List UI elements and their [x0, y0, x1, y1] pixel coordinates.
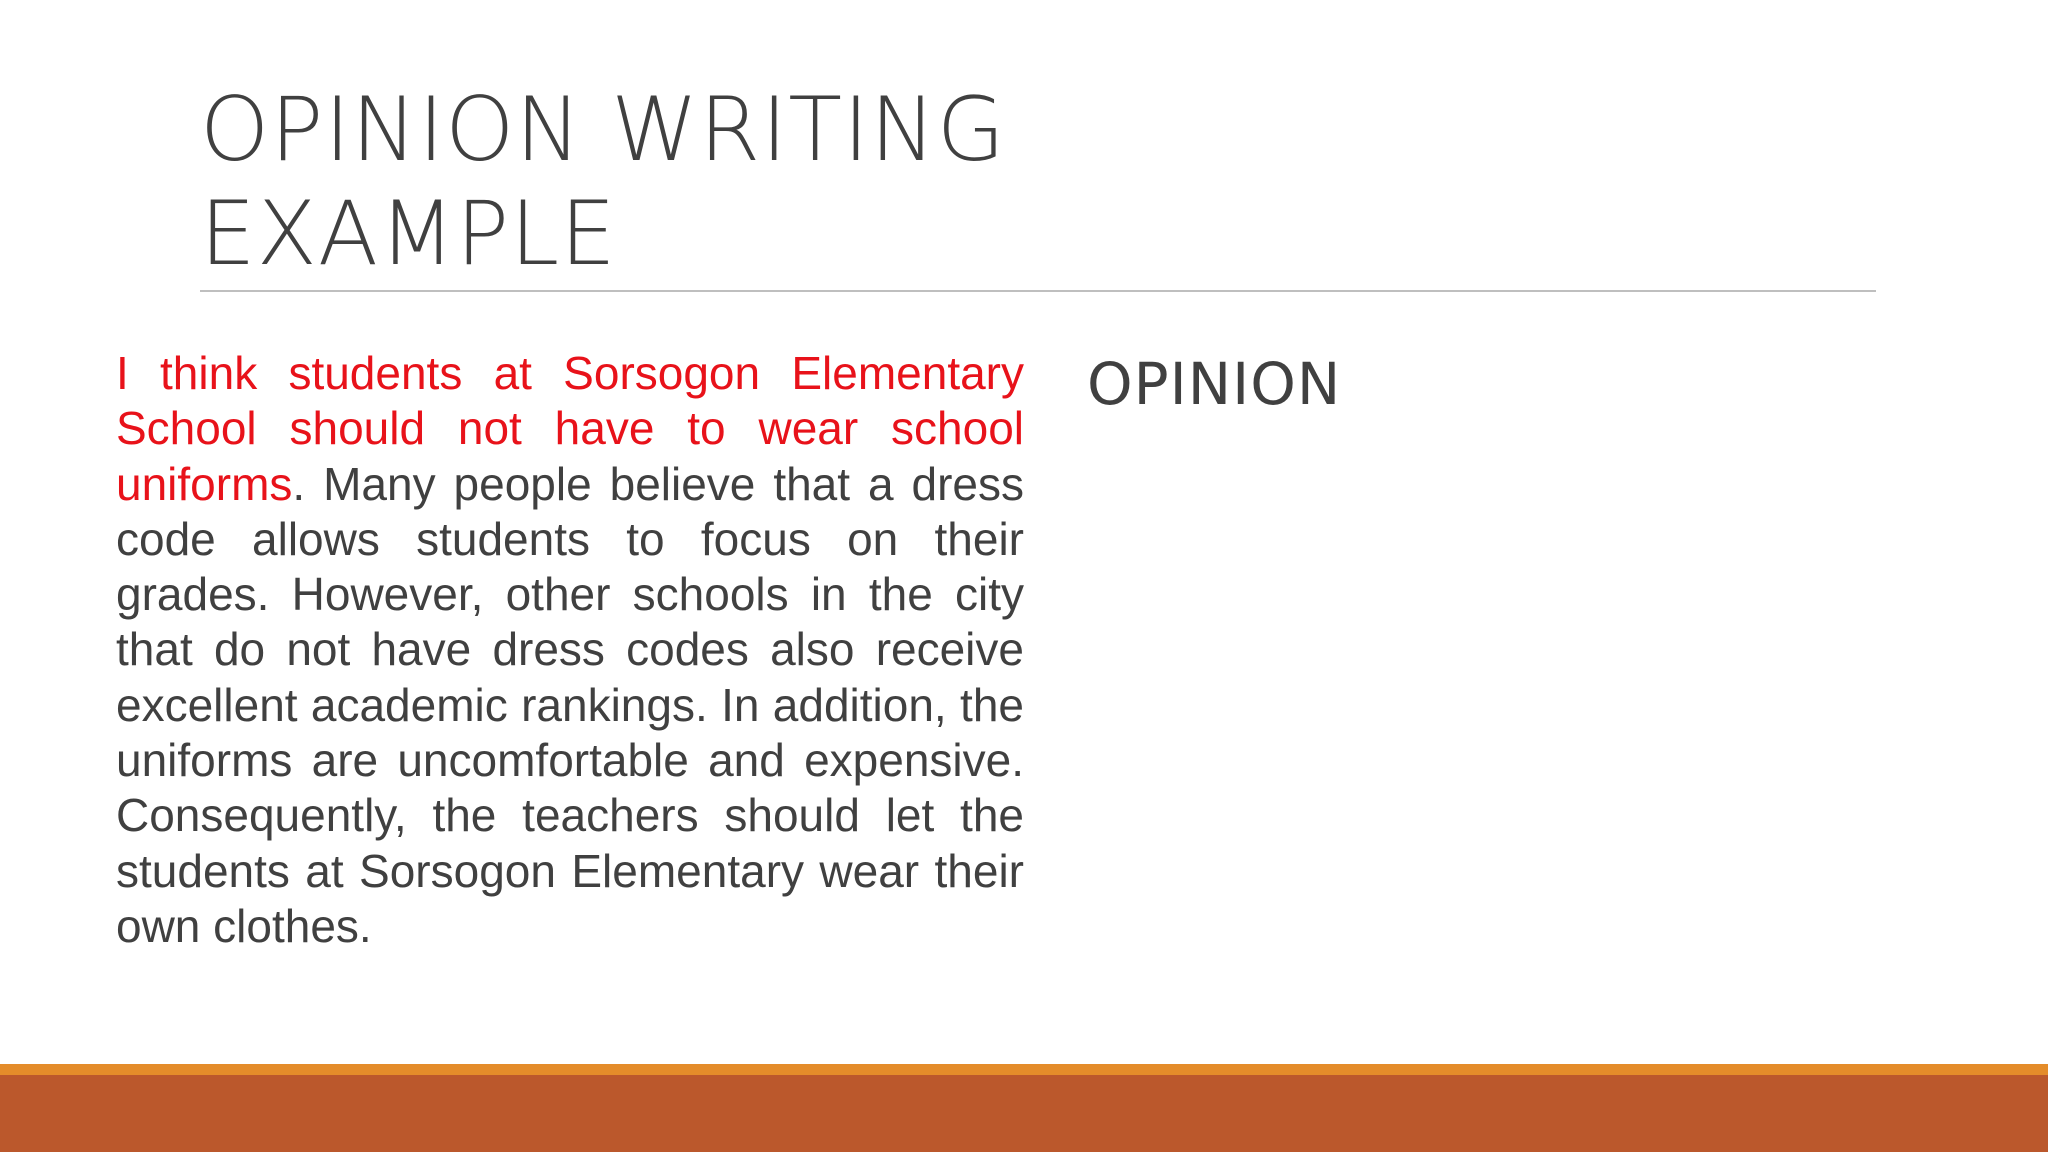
- opinion-paragraph: [116, 346, 1024, 954]
- footer-bar: [0, 1075, 2048, 1152]
- supporting-text: . Many people believe that a dress code allows students to focus on their grades. However, other schools in the city that do not have dress codes also receive excellent academic rankings. In addition, the uniforms are uncomfortable and expensive. Consequently, the teachers should let the students at Sorsogon Elementary wear their own clothes.: [116, 457, 1024, 952]
- opinion-statement: I think students at Sorsogon Elementary School should not have to wear school uniforms: [116, 347, 1024, 510]
- slide-title-line-2: EXAMPLE: [200, 182, 617, 285]
- opinion-label: OPINION: [1087, 350, 1342, 418]
- slide-title-line-1: OPINION WRITING: [200, 78, 1006, 181]
- title-divider: [200, 290, 1876, 292]
- footer-accent-bar: [0, 1064, 2048, 1075]
- slide-title: [200, 78, 1700, 286]
